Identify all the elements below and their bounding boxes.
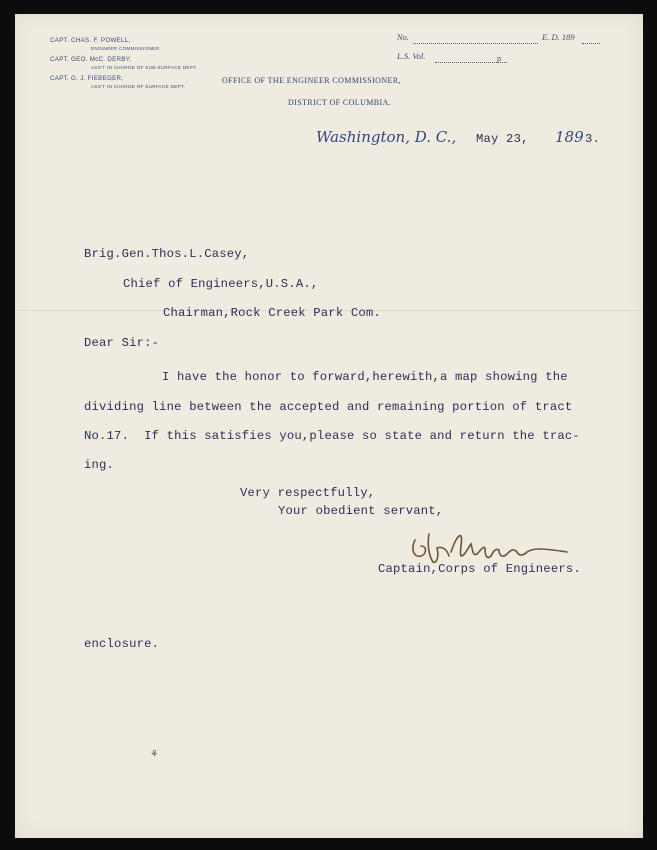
closing-line: Your obedient servant, bbox=[278, 504, 444, 518]
dateline-year-prefix: 189 bbox=[555, 128, 584, 146]
body-line: ing. bbox=[84, 458, 115, 472]
ref-ed-line bbox=[582, 43, 600, 44]
officer-name: CAPT. G. J. FIEBEGER, bbox=[50, 75, 124, 82]
margin-mark: ⚘ bbox=[151, 749, 158, 761]
officer-name: CAPT. GEO. McC. DERBY, bbox=[50, 56, 132, 63]
dateline-date: May 23, bbox=[476, 132, 529, 146]
addressee-line: Brig.Gen.Thos.L.Casey, bbox=[84, 247, 250, 261]
officer-name: CAPT. CHAS. F. POWELL, bbox=[50, 37, 131, 44]
enclosure-note: enclosure. bbox=[84, 637, 160, 651]
officer-title: ASS'T IN CHARGE OF SUB-SURFACE DEPT. bbox=[91, 65, 198, 70]
letter-page bbox=[15, 14, 643, 838]
ref-ed-label: E. D. 189 bbox=[542, 32, 575, 42]
ref-ls-label: L.S. Vol. bbox=[397, 51, 426, 61]
dateline-place: Washington, D. C., bbox=[316, 128, 457, 146]
ref-ls-value: p bbox=[497, 53, 502, 63]
ref-no-label: No. bbox=[397, 32, 410, 42]
closing-line: Very respectfully, bbox=[240, 486, 376, 500]
officer-title: ASS'T IN CHARGE OF SURFACE DEPT. bbox=[91, 84, 186, 89]
addressee-line: Chief of Engineers,U.S.A., bbox=[123, 277, 319, 291]
dateline-year-digit: 3. bbox=[585, 132, 601, 146]
addressee-line: Chairman,Rock Creek Park Com. bbox=[163, 306, 381, 320]
district-title: DISTRICT OF COLUMBIA. bbox=[288, 98, 392, 107]
ref-no-line bbox=[413, 43, 538, 44]
signer-title: Captain,Corps of Engineers. bbox=[378, 562, 581, 576]
body-line: dividing line between the accepted and remaining portion of tract bbox=[84, 400, 573, 414]
office-title: OFFICE OF THE ENGINEER COMMISSIONER, bbox=[222, 76, 401, 85]
signature-mark bbox=[407, 526, 575, 566]
salutation: Dear Sir:- bbox=[84, 336, 160, 350]
officer-title: ENGINEER COMMISSIONER. bbox=[91, 46, 161, 51]
body-line: I have the honor to forward,herewith,a map showing the bbox=[162, 370, 568, 384]
body-line: No.17. If this satisfies you,please so state and return the trac- bbox=[84, 429, 580, 443]
